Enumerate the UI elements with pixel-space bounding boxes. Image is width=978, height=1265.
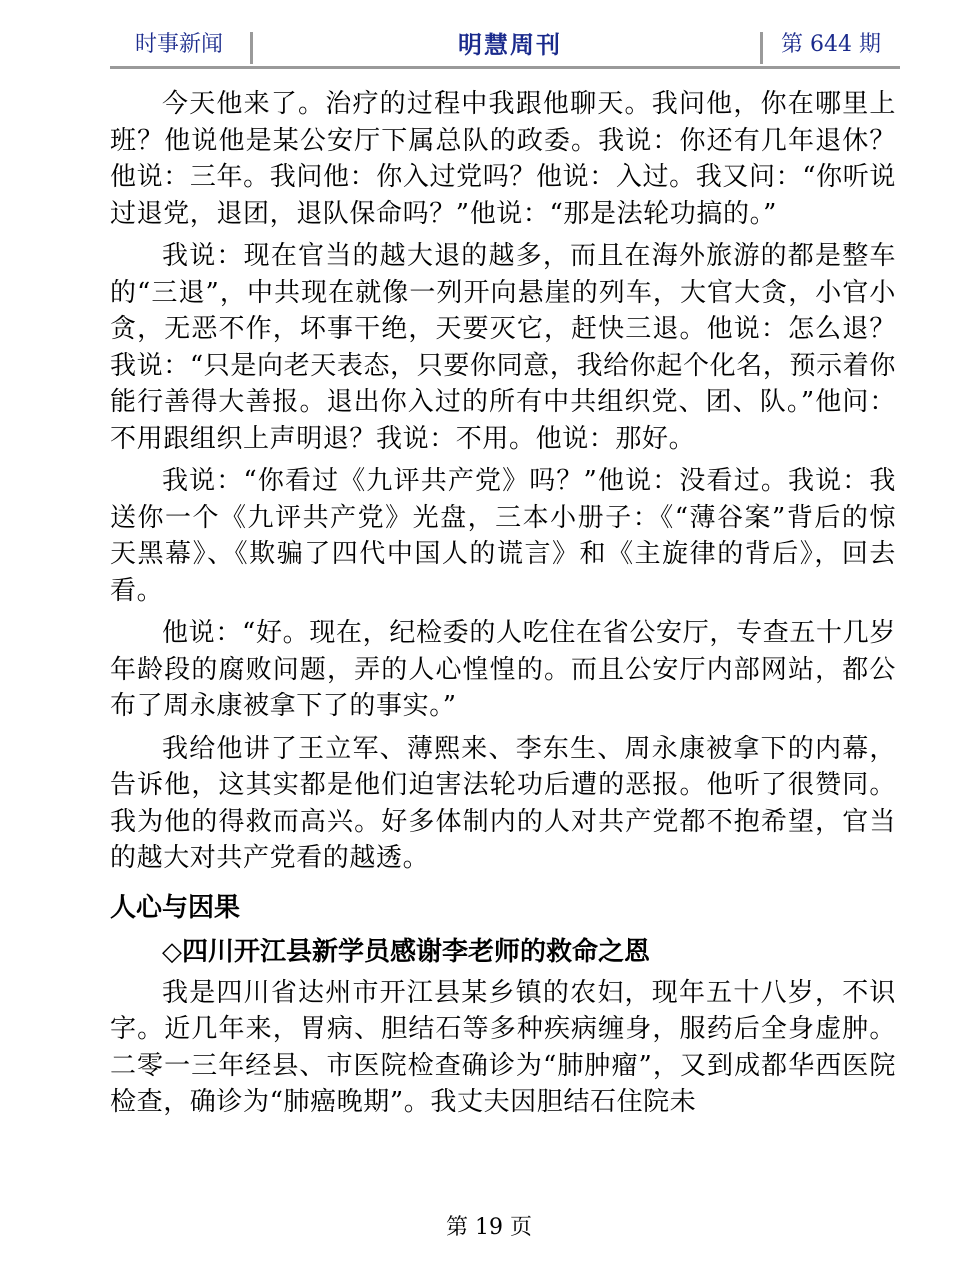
- section-heading: 人心与因果: [110, 892, 241, 923]
- paragraph: 今天他来了。治疗的过程中我跟他聊天。我问他，你在哪里上班？他说他是某公安厅下属总队的政委。我说：你还有几年退休？他说：三年。我问他：你入过党吗？他说：入过。我又问：“你听说过退党，退团，退队保命吗？”他说：“那是法轮功搞的。”: [110, 89, 896, 229]
- paragraph: 我给他讲了王立军、薄熙来、李东生、周永康被拿下的内幕，告诉他，这其实都是他们迫害法轮功后遭的恶报。他听了很赞同。我为他的得救而高兴。好多体制内的人对共产党都不抱希望，官当的越大对共产党看的越透。: [110, 733, 896, 873]
- paragraph: 我说：现在官当的越大退的越多，而且在海外旅游的都是整车的“三退”，中共现在就像一列开向悬崖的列车，大官大贪，小官小贪，无恶不作，坏事干绝，天要灭它，赶快三退。他说：怎么退？我说：“只是向老天表态，只要你同意，我给你起个化名，预示着你能行善得大善报。退出你入过的所有中共组织党、团、队。”他问：不用跟组织上声明退？我说：不用。他说：那好。: [110, 241, 896, 454]
- paragraph: 他说：“好。现在，纪检委的人吃住在省公安厅，专查五十几岁年龄段的腐败问题，弄的人心惶惶的。而且公安厅内部网站，都公布了周永康被拿下了的事实。”: [110, 618, 896, 721]
- publication-title: 明慧周刊: [458, 30, 562, 59]
- header-rule: [110, 66, 900, 69]
- article-body: [110, 86, 896, 1127]
- header-divider-left: [250, 32, 253, 64]
- article-subheading: ◇四川开江县新学员感谢李老师的救命之恩: [162, 936, 650, 967]
- header-section-label: 时事新闻: [134, 32, 223, 57]
- page-number: 第 19 页: [446, 1215, 532, 1240]
- page-header: [110, 28, 900, 66]
- issue-number: 第 644 期: [781, 32, 881, 57]
- paragraph: 我是四川省达州市开江县某乡镇的农妇，现年五十八岁，不识字。近几年来，胃病、胆结石等多种疾病缠身，服药后全身虚肿。二零一三年经县、市医院检查确诊为“肺肿瘤”，又到成都华西医院检查，确诊为“肺癌晚期”。我丈夫因胆结石住院未: [110, 977, 896, 1117]
- paragraph: 我说：“你看过《九评共产党》吗？”他说：没看过。我说：我送你一个《九评共产党》光盘，三本小册子：《“薄谷案”背后的惊天黑幕》、《欺骗了四代中国人的谎言》和《主旋律的背后》，回去看。: [110, 466, 896, 606]
